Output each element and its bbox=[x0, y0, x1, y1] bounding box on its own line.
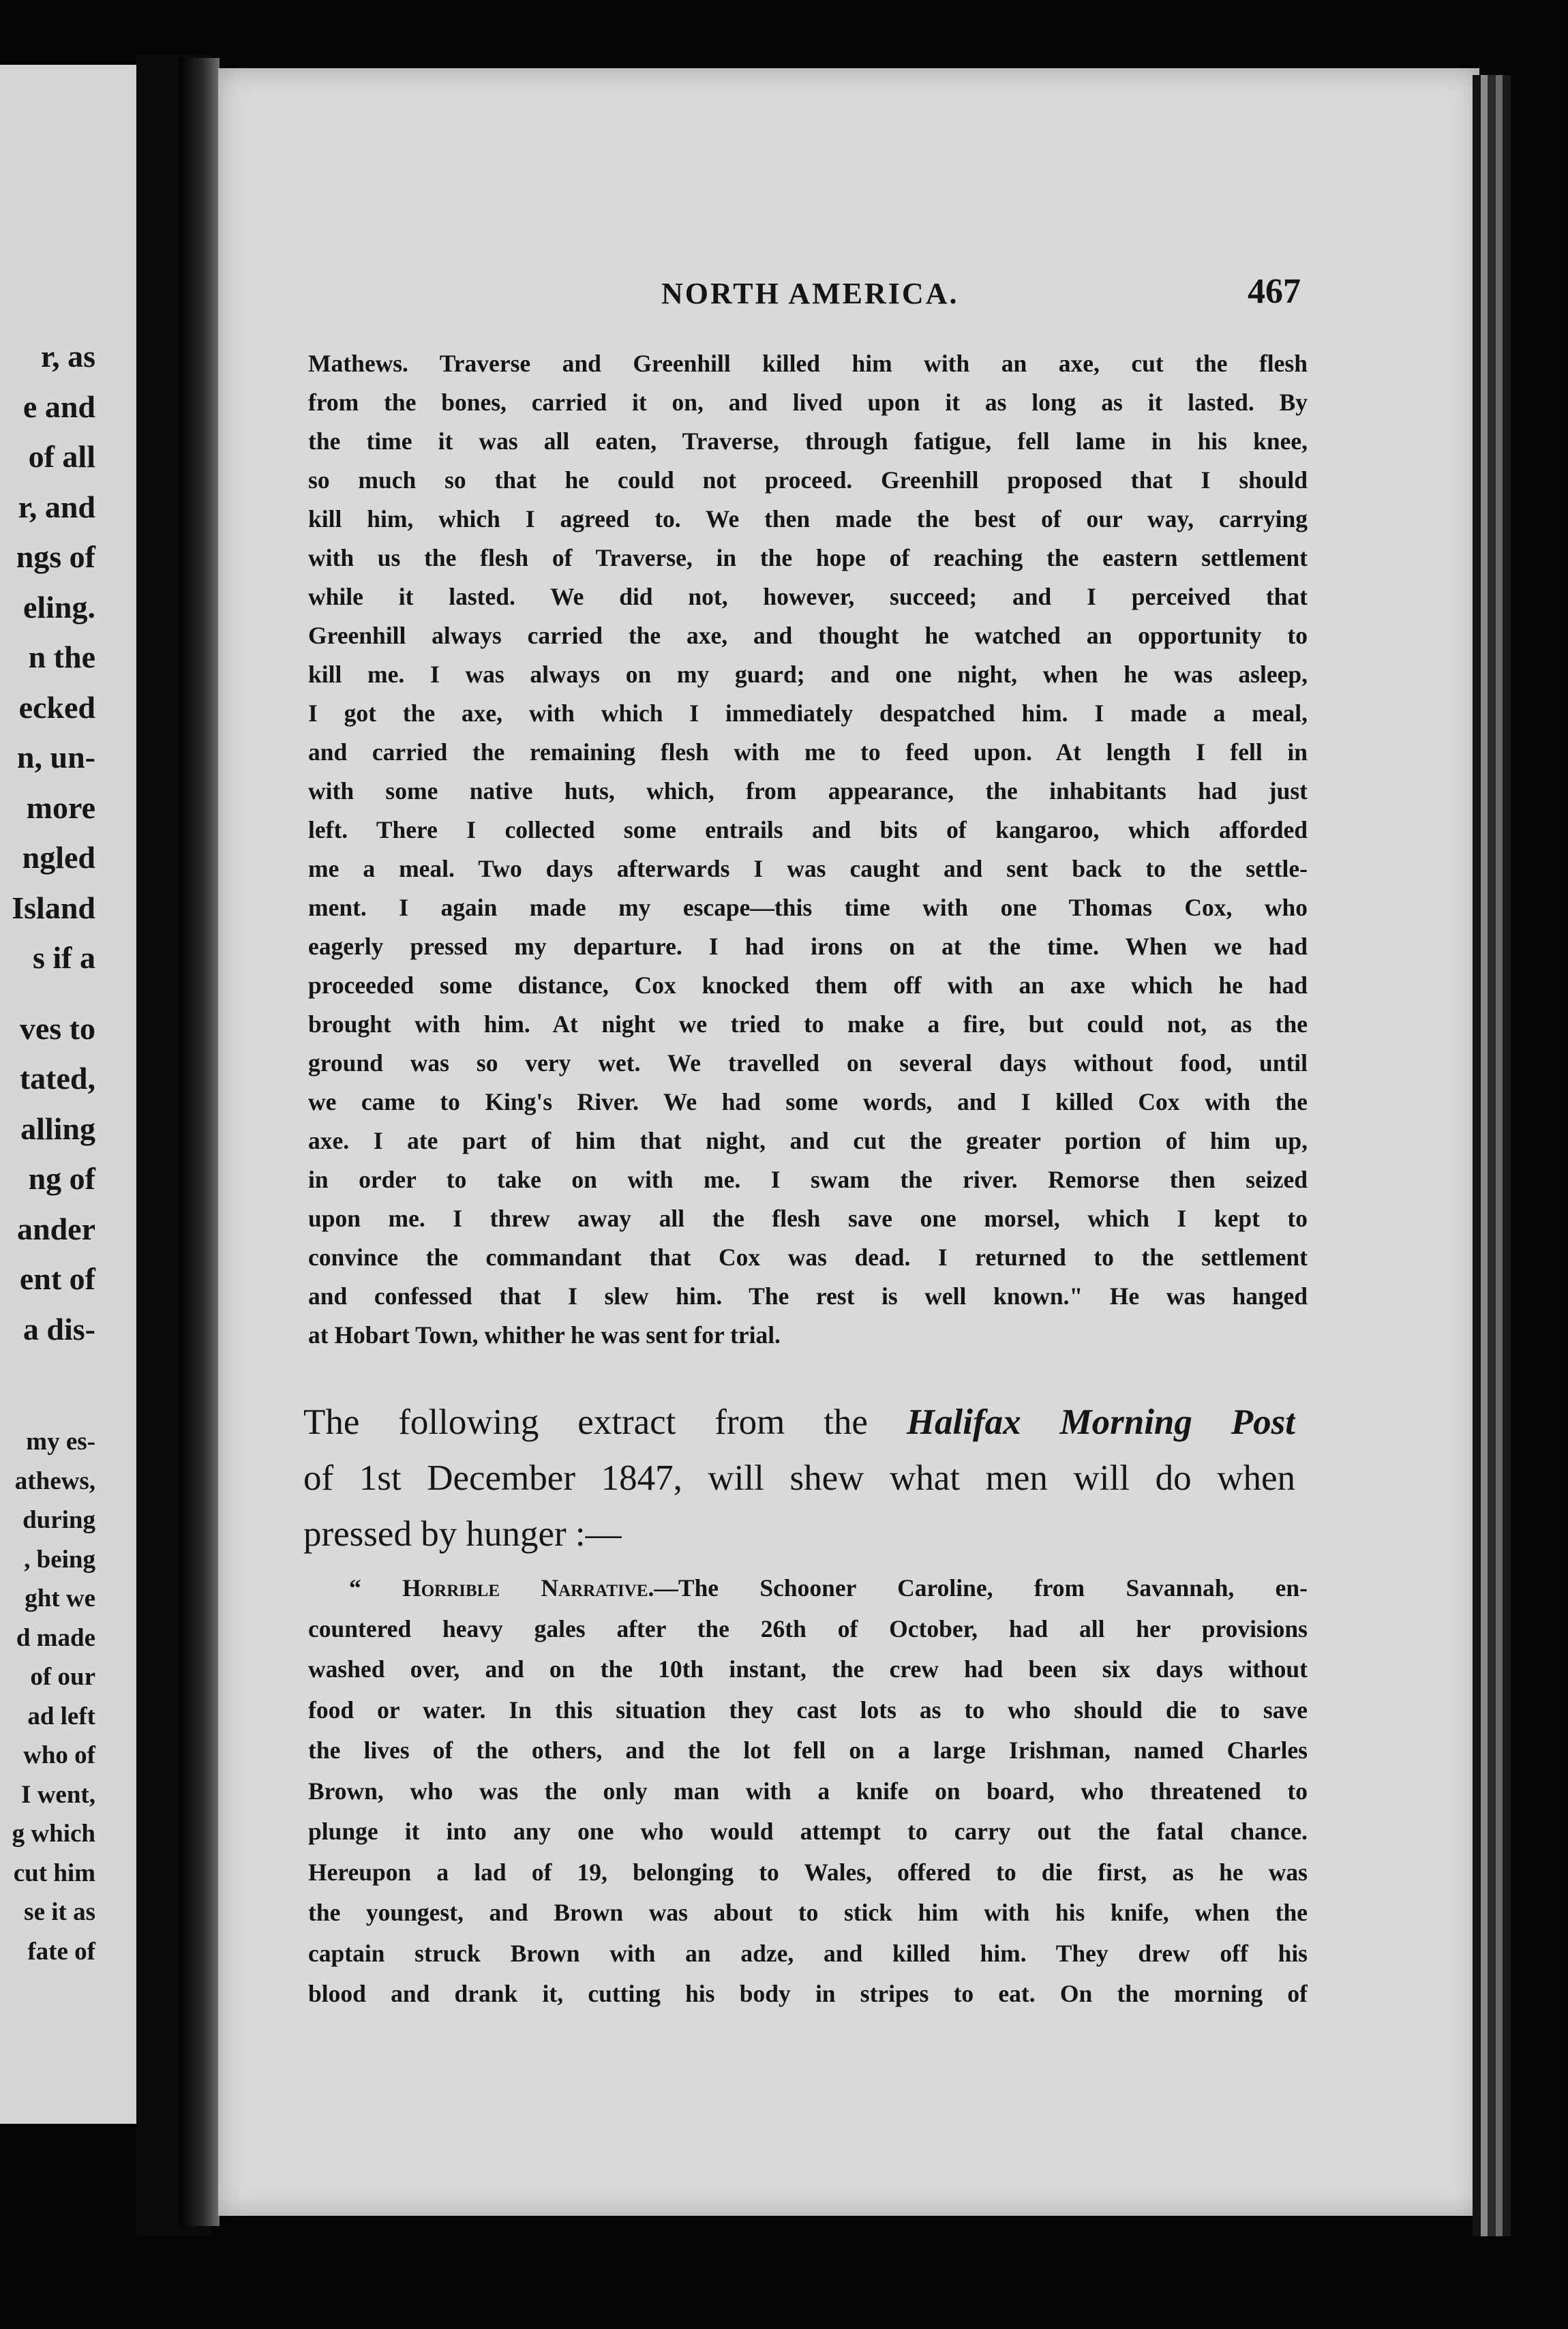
left-page-fragment: , being bbox=[24, 1545, 95, 1574]
text-line: from the bones, carried it on, and lived upon it as long as it lasted. By bbox=[308, 389, 1308, 416]
left-page-fragment: who of bbox=[23, 1741, 95, 1769]
left-page-fragment: se it as bbox=[24, 1898, 95, 1926]
page-edge bbox=[1503, 75, 1511, 2236]
text-line: left. There I collected some entrails and bits of kangaroo, which afforded bbox=[308, 816, 1308, 843]
left-page-fragment: ad left bbox=[27, 1702, 95, 1730]
left-page-fragment: ves to bbox=[19, 1010, 95, 1046]
newspaper-title: Halifax Morning Post bbox=[906, 1402, 1295, 1442]
text-line: Greenhill always carried the axe, and thought he watched an opportunity to bbox=[308, 622, 1308, 649]
text-line: captain struck Brown with an adze, and killed him. They drew off his bbox=[308, 1939, 1308, 1967]
text-line: of 1st December 1847, will shew what men will do when bbox=[303, 1458, 1295, 1498]
left-page-fragment: a dis- bbox=[22, 1311, 95, 1347]
text-line: we came to King's River. We had some words, and I killed Cox with the bbox=[308, 1088, 1308, 1115]
text-line: kill me. I was always on my guard; and one night, when he was asleep, bbox=[308, 661, 1308, 688]
left-page-fragment: ent of bbox=[19, 1261, 95, 1296]
left-page-fragment: n, un- bbox=[16, 740, 95, 775]
left-page-fragment: s if a bbox=[33, 940, 95, 975]
text-line: axe. I ate part of him that night, and cut the greater portion of him up, bbox=[308, 1127, 1308, 1154]
left-page-fragment: alling bbox=[20, 1111, 95, 1146]
left-page-fragment: Island bbox=[12, 890, 95, 925]
left-page-fragment: my es- bbox=[26, 1428, 95, 1456]
text-line: washed over, and on the 10th instant, the crew had been six days without bbox=[308, 1655, 1308, 1683]
text-line: the lives of the others, and the lot fell on a large Irishman, named Charles bbox=[308, 1737, 1308, 1764]
text-line: blood and drank it, cutting his body in stripes to eat. On the morning of bbox=[308, 1980, 1308, 2007]
left-page-fragment: more bbox=[26, 790, 95, 825]
text-line: with some native huts, which, from appearance, the inhabitants had just bbox=[308, 777, 1308, 805]
left-page-fragment: during bbox=[22, 1506, 95, 1534]
text-line: me a meal. Two days afterwards I was caught and sent back to the settle- bbox=[308, 855, 1308, 882]
quoted-narrative bbox=[308, 1568, 1308, 2015]
text-line: Mathews. Traverse and Greenhill killed him with an axe, cut the flesh bbox=[308, 350, 1308, 377]
page-edge bbox=[1473, 75, 1481, 2236]
body-paragraph-1 bbox=[308, 344, 1308, 1355]
left-page-fragment: ander bbox=[17, 1211, 95, 1246]
left-page-fragment: ngs of bbox=[16, 539, 95, 574]
text-line: Brown, who was the only man with a knife on board, who threatened to bbox=[308, 1777, 1308, 1805]
text-line: the time it was all eaten, Traverse, through fatigue, fell lame in his knee, bbox=[308, 427, 1308, 455]
left-page-fragment: ng of bbox=[28, 1161, 95, 1196]
text-line: at Hobart Town, whither he was sent for trial. bbox=[308, 1321, 781, 1349]
text-line: ground was so very wet. We travelled on several days without food, until bbox=[308, 1049, 1308, 1077]
left-page-fragment: tated, bbox=[19, 1061, 95, 1096]
text-line: ment. I again made my escape—this time with one Thomas Cox, who bbox=[308, 894, 1308, 921]
left-page-fragment: ght we bbox=[25, 1584, 95, 1612]
text-line: proceeded some distance, Cox knocked them off with an axe which he had bbox=[308, 972, 1308, 999]
page-number: 467 bbox=[1248, 272, 1301, 311]
left-page-fragment: r, as bbox=[40, 339, 95, 374]
text-line-part: —The Schooner Caroline, from Savannah, en- bbox=[654, 1574, 1308, 1602]
text-line: I got the axe, with which I immediately despatched him. I made a meal, bbox=[308, 700, 1308, 727]
text-line: with us the flesh of Traverse, in the hope of reaching the eastern settlement bbox=[308, 544, 1308, 571]
left-page-fragment: eling. bbox=[22, 589, 95, 625]
left-page-fragment: n the bbox=[28, 640, 95, 674]
text-line bbox=[303, 1394, 1295, 1450]
left-page-fragment: d made bbox=[16, 1623, 95, 1652]
text-line: upon me. I threw away all the flesh save one morsel, which I kept to bbox=[308, 1205, 1308, 1232]
text-line-part: The following extract from the bbox=[303, 1402, 907, 1442]
page-edge bbox=[1496, 75, 1503, 2236]
text-line: while it lasted. We did not, however, succeed; and I perceived that bbox=[308, 583, 1308, 610]
left-page-fragment: ngled bbox=[22, 840, 95, 875]
left-page-fragment: I went, bbox=[21, 1780, 95, 1809]
left-page-fragment: ecked bbox=[18, 689, 95, 725]
text-line bbox=[308, 1568, 1308, 1609]
text-line: the youngest, and Brown was about to stick him with his knife, when the bbox=[308, 1899, 1308, 1926]
text-line: eagerly pressed my departure. I had irons on at the time. When we had bbox=[308, 933, 1308, 960]
left-page-fragment: e and bbox=[22, 389, 95, 424]
left-page-fragment: fate of bbox=[27, 1937, 95, 1966]
text-line: brought with him. At night we tried to make a fire, but could not, as the bbox=[308, 1010, 1308, 1038]
text-line: pressed by hunger :— bbox=[303, 1514, 622, 1554]
text-line: in order to take on with me. I swam the river. Remorse then seized bbox=[308, 1166, 1308, 1193]
page-edge bbox=[1481, 75, 1488, 2236]
narrative-heading: “ Horrible Narrative. bbox=[349, 1574, 654, 1602]
running-head: NORTH AMERICA. bbox=[661, 277, 959, 310]
text-line: and confessed that I slew him. The rest is well known." He was hanged bbox=[308, 1282, 1308, 1310]
text-line: food or water. In this situation they cast lots as to who should die to save bbox=[308, 1696, 1308, 1724]
left-page-fragment: of our bbox=[30, 1663, 95, 1691]
page-edge bbox=[1488, 75, 1496, 2236]
text-line: Hereupon a lad of 19, belonging to Wales, offered to die first, as he was bbox=[308, 1858, 1308, 1886]
left-page-fragment: g which bbox=[12, 1820, 95, 1848]
text-line: countered heavy gales after the 26th of October, had all her provisions bbox=[308, 1614, 1308, 1642]
gutter-shadow bbox=[179, 58, 220, 2226]
left-page-fragment: of all bbox=[28, 439, 95, 474]
text-line: kill him, which I agreed to. We then made the best of our way, carrying bbox=[308, 505, 1308, 532]
text-line: so much so that he could not proceed. Greenhill proposed that I should bbox=[308, 466, 1308, 494]
left-page-fragment: cut him bbox=[13, 1859, 95, 1887]
text-line: convince the commandant that Cox was dead. I returned to the settlement bbox=[308, 1244, 1308, 1271]
left-page-fragment: athews, bbox=[14, 1467, 95, 1495]
intro-paragraph bbox=[303, 1394, 1295, 1562]
text-line: plunge it into any one who would attempt to carry out the fatal chance. bbox=[308, 1818, 1308, 1845]
text-line: and carried the remaining flesh with me to feed upon. At length I fell in bbox=[308, 738, 1308, 766]
left-page-fragment: r, and bbox=[18, 489, 95, 524]
